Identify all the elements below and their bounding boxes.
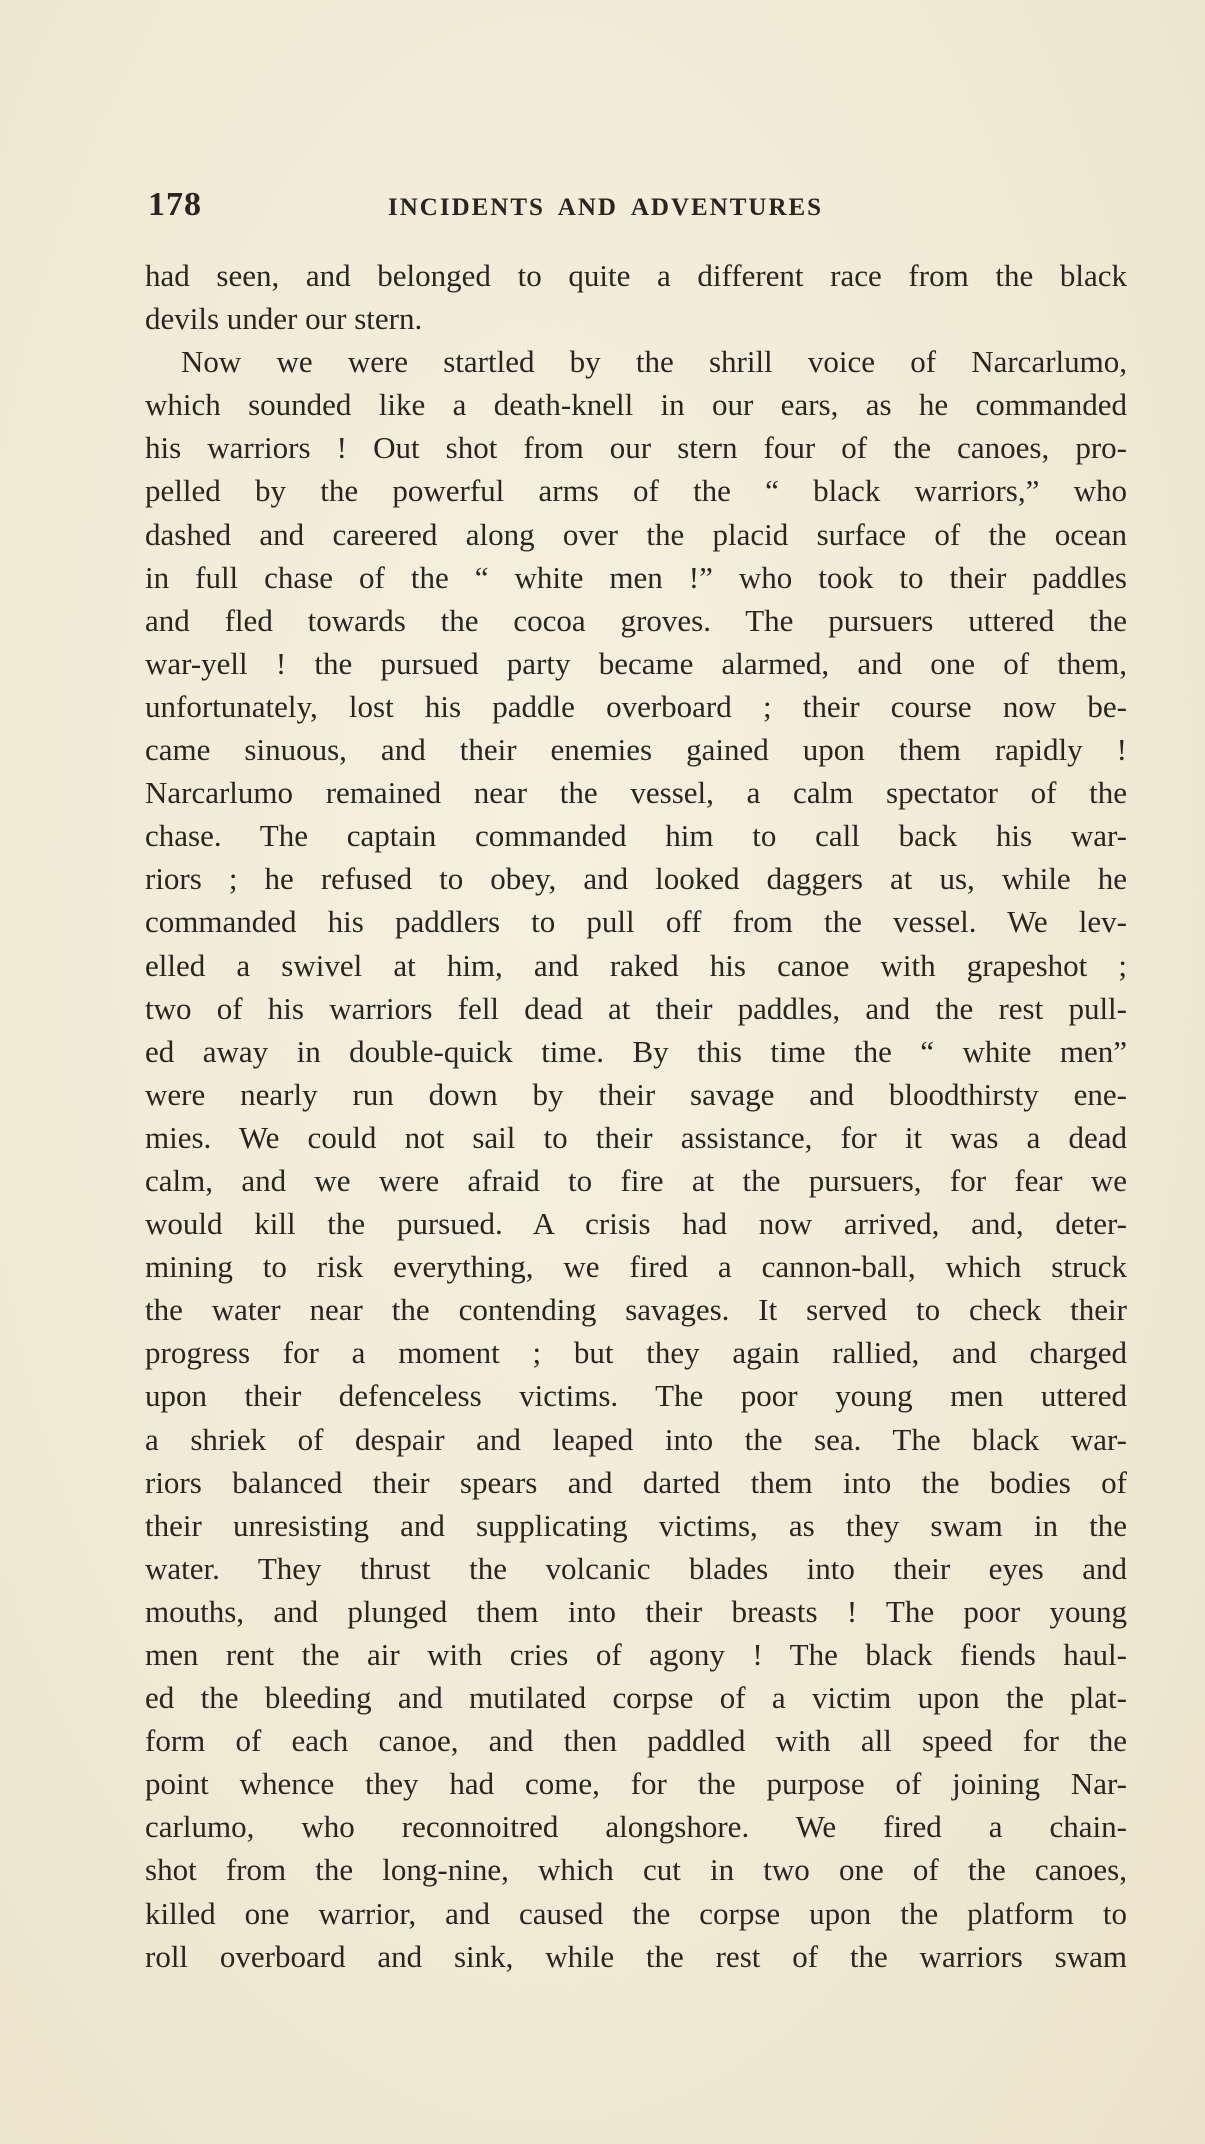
text-line: elled a swivel at him, and raked his canoe with grapeshot ;	[145, 947, 1127, 983]
text-line: came sinuous, and their enemies gained upon them rapidly !	[145, 732, 1127, 768]
text-line: commanded his paddlers to pull off from the vessel. We lev-	[145, 904, 1127, 940]
text-line: a shriek of despair and leaped into the sea. The black war-	[145, 1421, 1127, 1457]
text-line: carlumo, who reconnoitred alongshore. We fired a chain-	[145, 1809, 1127, 1845]
text-line: Narcarlumo remained near the vessel, a calm spectator of the	[145, 775, 1127, 811]
text-line: killed one warrior, and caused the corpse upon the platform to	[145, 1895, 1127, 1931]
page-header	[148, 186, 1053, 230]
text-line: mining to risk everything, we fired a cannon-ball, which struck	[145, 1249, 1127, 1285]
text-line: would kill the pursued. A crisis had now arrived, and, deter-	[145, 1206, 1127, 1242]
body-text	[145, 254, 1127, 1978]
text-line: the water near the contending savages. It served to check their	[145, 1292, 1127, 1328]
text-line: upon their defenceless victims. The poor young men uttered	[145, 1378, 1127, 1414]
text-line: Now we were startled by the shrill voice of Narcarlumo,	[181, 344, 1127, 380]
text-line: two of his warriors fell dead at their paddles, and the rest pull-	[145, 990, 1127, 1026]
text-line: form of each canoe, and then paddled with all speed for the	[145, 1723, 1127, 1759]
text-line: his warriors ! Out shot from our stern four of the canoes, pro-	[145, 430, 1127, 466]
text-line: pelled by the powerful arms of the “ black warriors,” who	[145, 473, 1127, 509]
text-line: unfortunately, lost his paddle overboard ; their course now be-	[145, 688, 1127, 724]
text-line: mouths, and plunged them into their breasts ! The poor young	[145, 1593, 1127, 1629]
text-line: devils under our stern.	[145, 301, 423, 337]
text-line: war-yell ! the pursued party became alarmed, and one of them,	[145, 645, 1127, 681]
text-line: dashed and careered along over the placid surface of the ocean	[145, 516, 1127, 552]
text-line: had seen, and belonged to quite a different race from the black	[145, 258, 1127, 293]
text-line: which sounded like a death-knell in our ears, as he commanded	[145, 387, 1127, 423]
text-line: were nearly run down by their savage and bloodthirsty ene-	[145, 1076, 1127, 1112]
text-line: men rent the air with cries of agony ! The black fiends haul-	[145, 1637, 1127, 1672]
text-line: point whence they had come, for the purpose of joining Nar-	[145, 1766, 1127, 1802]
text-line: mies. We could not sail to their assistance, for it was a dead	[145, 1119, 1127, 1155]
text-line: their unresisting and supplicating victims, as they swam in the	[145, 1507, 1127, 1543]
text-line: ed the bleeding and mutilated corpse of a victim upon the plat-	[145, 1680, 1127, 1716]
running-title: INCIDENTS AND ADVENTURES	[388, 194, 824, 221]
text-line: riors balanced their spears and darted them into the bodies of	[145, 1464, 1127, 1500]
text-line: water. They thrust the volcanic blades into their eyes and	[145, 1550, 1127, 1586]
text-line: calm, and we were afraid to fire at the pursuers, for fear we	[145, 1162, 1127, 1198]
text-line: ed away in double-quick time. By this time the “ white men”	[145, 1033, 1127, 1069]
text-line: riors ; he refused to obey, and looked daggers at us, while he	[145, 861, 1127, 897]
text-line: chase. The captain commanded him to call back his war-	[145, 818, 1127, 854]
text-line: roll overboard and sink, while the rest of the warriors swam	[145, 1938, 1127, 1974]
text-line: shot from the long-nine, which cut in two one of the canoes,	[145, 1852, 1127, 1888]
text-line: and fled towards the cocoa groves. The pursuers uttered the	[145, 602, 1127, 638]
text-line: progress for a moment ; but they again rallied, and charged	[145, 1335, 1127, 1371]
page-number: 178	[148, 186, 202, 223]
text-line: in full chase of the “ white men !” who took to their paddles	[145, 559, 1127, 595]
